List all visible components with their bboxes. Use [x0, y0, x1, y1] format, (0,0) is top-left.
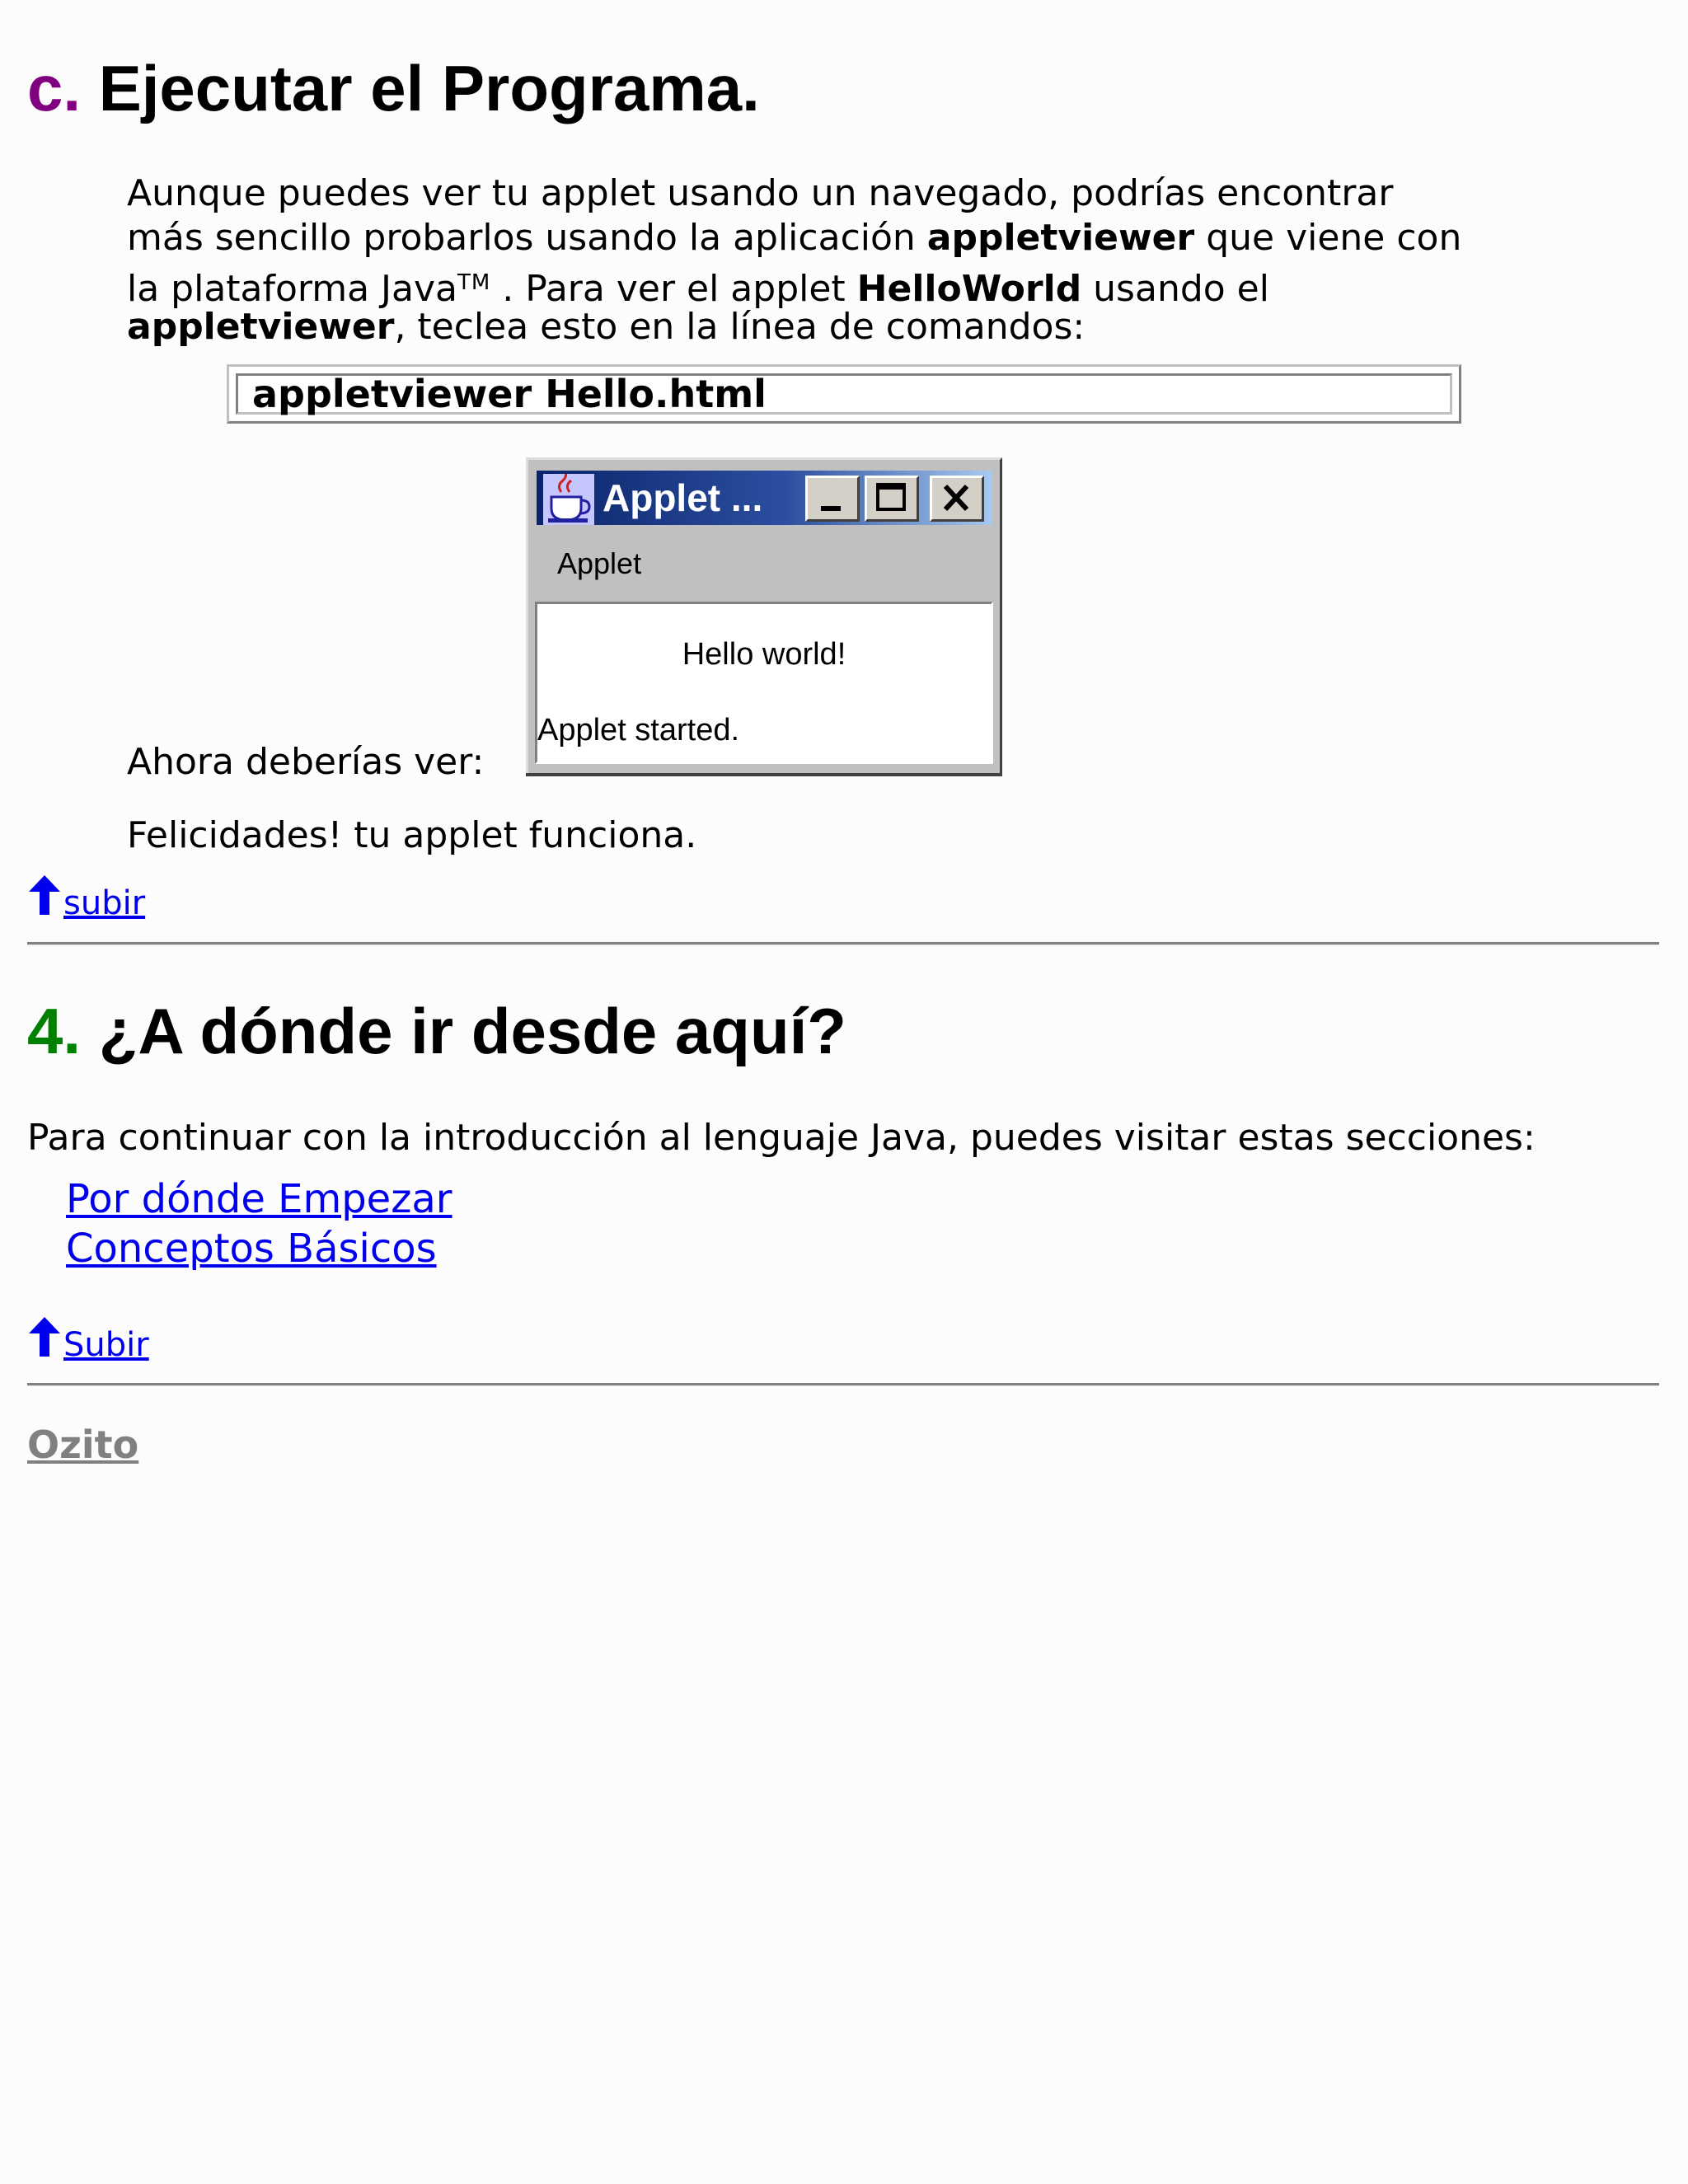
trademark: TM — [457, 270, 491, 295]
bold-helloworld: HelloWorld — [856, 268, 1082, 310]
maximize-icon — [867, 478, 917, 519]
up-arrow-icon[interactable] — [27, 874, 62, 916]
para-text: que viene con — [1194, 217, 1462, 259]
link-conceptos-basicos[interactable]: Conceptos Básicos — [66, 1226, 437, 1272]
applet-window — [526, 457, 1002, 776]
section-4-title: ¿A dónde ir desde aquí? — [98, 995, 846, 1067]
divider — [27, 1383, 1659, 1386]
section-c-prefix: c. — [27, 52, 82, 124]
para-text: , teclea esto en la línea de comandos: — [394, 306, 1085, 348]
congrats-text — [127, 813, 696, 858]
para-text: más sencillo probarlos usando la aplicación — [127, 217, 927, 259]
para-text: usando el — [1081, 268, 1269, 310]
subir-link-2[interactable]: Subir — [63, 1326, 149, 1364]
section-c-heading — [27, 52, 760, 124]
close-button[interactable] — [930, 476, 984, 522]
congrats-label: Felicidades! tu applet funciona. — [127, 814, 697, 856]
now-see-text — [127, 740, 484, 785]
close-icon — [932, 478, 982, 519]
paragraph-line-4 — [127, 305, 1085, 349]
paragraph-line-3 — [127, 260, 1269, 312]
command-box — [227, 364, 1461, 424]
intro-text: Para continuar con la introducción al lenguaje Java, puedes visitar estas secciones: — [27, 1117, 1536, 1159]
section-c-title: Ejecutar el Programa. — [98, 52, 760, 124]
applet-title: Applet ... — [603, 476, 763, 519]
applet-titlebar — [537, 471, 992, 525]
minimize-icon — [808, 478, 857, 519]
section-4-intro — [27, 1116, 1536, 1160]
section-4-prefix: 4. — [27, 995, 82, 1067]
minimize-button[interactable] — [805, 476, 860, 522]
section-4-heading — [27, 995, 846, 1067]
divider — [27, 942, 1659, 945]
applet-menu[interactable]: Applet — [557, 546, 642, 580]
applet-content-area — [535, 602, 993, 764]
maximize-button[interactable] — [865, 476, 919, 522]
paragraph-line-1 — [127, 171, 1393, 216]
command-text: appletviewer Hello.html — [252, 372, 767, 416]
para-text: . Para ver el applet — [490, 268, 857, 310]
now-see-label: Ahora deberías ver: — [127, 741, 485, 783]
applet-baseline — [526, 773, 1002, 776]
para-text: Aunque puedes ver tu applet usando un navegado, podrías encontrar — [127, 172, 1394, 214]
applet-status: Applet started. — [537, 713, 740, 748]
bold-appletviewer: appletviewer — [926, 217, 1195, 259]
java-cup-icon — [543, 474, 594, 525]
up-arrow-icon[interactable] — [27, 1315, 62, 1358]
para-text: la plataforma Java — [127, 268, 457, 310]
bold-appletviewer: appletviewer — [127, 306, 395, 348]
hello-world-text: Hello world! — [682, 637, 846, 672]
paragraph-line-2 — [127, 216, 1461, 260]
ozito-link[interactable]: Ozito — [27, 1422, 139, 1467]
subir-link[interactable]: subir — [63, 884, 146, 922]
link-por-donde-empezar[interactable]: Por dónde Empezar — [66, 1176, 452, 1222]
